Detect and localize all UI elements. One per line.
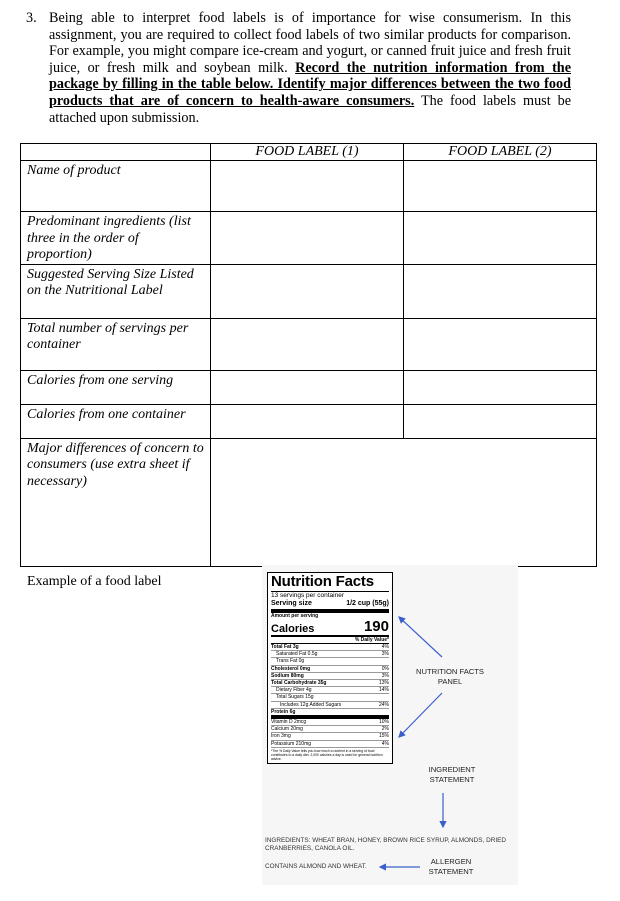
question-number: 3. [26, 10, 37, 26]
question-outro: The food labels must be attached upon submission. [49, 92, 572, 126]
question-intro: Being able to interpret food labels is of importance for wise consumerism. In this assignment, you are required to collect food labels of two similar products for comparison. For example, you might compare ice-cream and yogurt, or canned fruit juice and fresh fruit juice, or fresh milk and soybean milk. [49, 10, 571, 76]
nf-daily-value-header: % Daily Value* [271, 637, 389, 644]
nf-title: Nutrition Facts [271, 574, 389, 592]
row-label-calories-serving: Calories from one serving [21, 370, 211, 404]
nf-row: Calcium 20mg 2% [271, 726, 389, 733]
row-label-name-of-product: Name of product [21, 161, 211, 212]
header-food-label-2: FOOD LABEL (2) [404, 144, 597, 161]
nf-row: Sodium 80mg 3% [271, 672, 389, 679]
panel-label: NUTRITION FACTS PANEL [416, 667, 484, 686]
row-label-servings-per-container: Total number of servings per container [21, 318, 211, 370]
contains-text: CONTAINS ALMOND AND WHEAT. [265, 863, 367, 870]
nf-row: Iron 3mg 15% [271, 733, 389, 740]
nf-row: Cholesterol 0mg 0% [271, 665, 389, 672]
cell-label1-name-of-product[interactable] [211, 161, 404, 212]
nf-calories-label: Calories [271, 623, 315, 635]
cell-label1-calories-serving[interactable] [211, 370, 404, 404]
example-caption: Example of a food label [27, 574, 162, 589]
nf-serving-size-label: Serving size [271, 600, 312, 607]
cell-label2-serving-size[interactable] [404, 264, 597, 318]
row-label-calories-container: Calories from one container [21, 404, 211, 438]
row-label-serving-size: Suggested Serving Size Listed on the Nutritional Label [21, 264, 211, 318]
nf-row: Protein 6g [271, 709, 389, 719]
cell-label1-calories-container[interactable] [211, 404, 404, 438]
arrow-up-icon [399, 617, 442, 657]
nf-row: Total Carbohydrate 35g 13% [271, 680, 389, 687]
nf-serving-size-value: 1/2 cup (55g) [346, 600, 389, 607]
nf-row: Vitamin D 2mcg 10% [271, 719, 389, 726]
nf-row: Includes 12g Added Sugars 24% [271, 702, 389, 709]
ingredients-text: INGREDIENTS: WHEAT BRAN, HONEY, BROWN RICE SYRUP, ALMONDS, DRIED CRANBERRIES, CANOLA OIL. [265, 837, 506, 852]
cell-major-differences[interactable] [211, 438, 597, 566]
nf-row: Potassium 210mg 4% [271, 740, 389, 747]
nf-servings-per-container: 13 servings per container [271, 592, 344, 599]
question-3 [26, 10, 571, 126]
cell-label2-ingredients[interactable] [404, 212, 597, 265]
cell-label2-calories-serving[interactable] [404, 370, 597, 404]
nf-row: Trans Fat 0g [271, 658, 389, 665]
nf-row: Total Fat 3g 4% [271, 644, 389, 650]
nf-row: Saturated Fat 0.5g 3% [271, 651, 389, 658]
cell-label1-serving-size[interactable] [211, 264, 404, 318]
allergen-label: ALLERGEN STATEMENT [428, 857, 474, 876]
cell-label1-ingredients[interactable] [211, 212, 404, 265]
row-label-major-differences: Major differences of concern to consumers (use extra sheet if necessary) [21, 438, 211, 566]
row-label-ingredients: Predominant ingredients (list three in the order of proportion) [21, 212, 211, 265]
question-body [49, 10, 571, 126]
question-instruction: Record the nutrition information from the package by filling in the table below. Identify major differences between the two food products that are of concern to health-aware consumers. [49, 59, 571, 109]
comparison-table [20, 143, 597, 567]
ingredient-label: INGREDIENT STATEMENT [428, 765, 476, 784]
food-label-figure [262, 565, 518, 885]
cell-label1-servings-per-container[interactable] [211, 318, 404, 370]
cell-label2-calories-container[interactable] [404, 404, 597, 438]
header-blank [21, 144, 211, 161]
nf-calories-value: 190 [363, 618, 389, 635]
nf-row: Total Sugars 15g [271, 694, 389, 701]
nf-amount-per-serving: Amount per serving [271, 613, 319, 619]
header-food-label-1: FOOD LABEL (1) [211, 144, 404, 161]
nf-row: Dietary Fiber 4g 14% [271, 687, 389, 694]
arrow-down-icon [399, 693, 442, 737]
cell-label2-servings-per-container[interactable] [404, 318, 597, 370]
cell-label2-name-of-product[interactable] [404, 161, 597, 212]
nf-footnote: *The % Daily Value tells you how much a nutrient in a serving of food contributes to a daily diet. 2,000 calories a day is used for general nutrition advice. [271, 748, 383, 761]
